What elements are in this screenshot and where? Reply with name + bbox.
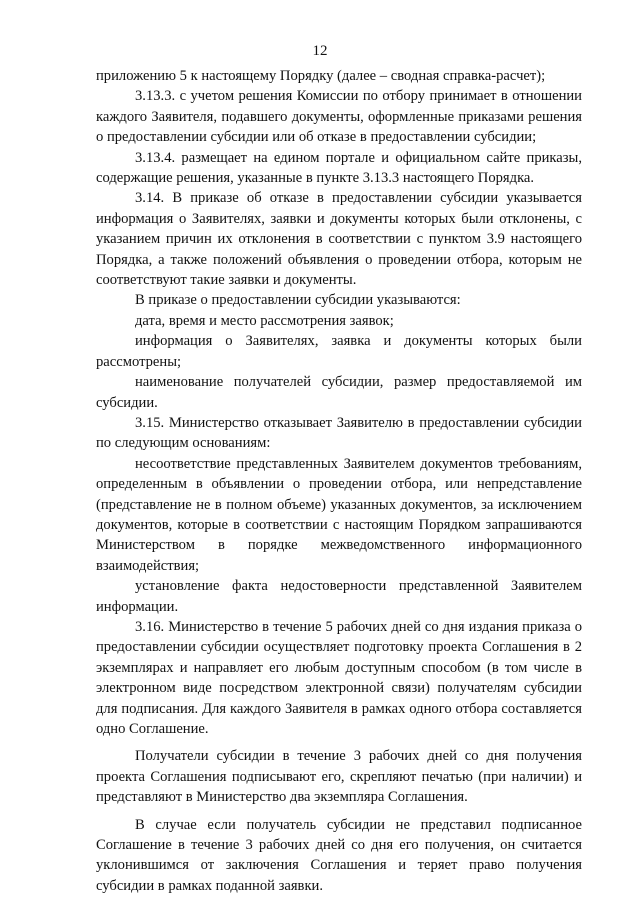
- paragraph-5: В приказе о предоставлении субсидии указываются:: [135, 292, 461, 309]
- paragraph-1: приложению 5 к настоящему Порядку (далее – сводная справка-расчет);: [96, 68, 546, 84]
- paragraph-10: несоответствие представленных Заявителем документов требованиям, определенным в объявлении о проведении отбора, или непредставление (представление не в полном объеме) указанных документов, за исключением документов, которые в соответствии с настоящим Порядком запрашиваются Министерством в порядке межведомственного информационного взаимодействия;: [96, 455, 582, 574]
- paragraph-2: 3.13.3. с учетом решения Комиссии по отбору принимает в отношении каждого Заявителя, подавшего документы, оформленные приказами решения о предоставлении субсидии или об отказе в предоставлении субсидии;: [96, 88, 582, 146]
- paragraph-12: 3.16. Министерство в течение 5 рабочих дней со дня издания приказа о предоставлении субсидии осуществляет подготовку проекта Соглашения в 2 экземплярах и направляет его любым доступным способом (в том числе в электронном виде посредством электронной связи) получателям субсидии для подписания. Для каждого Заявителя в рамках одного отбора составляется одно Соглашение.: [96, 618, 582, 737]
- paragraph-3: 3.13.4. размещает на едином портале и официальном сайте приказы, содержащие решения, указанные в пункте 3.13.3 настоящего Порядка.: [96, 149, 582, 187]
- paragraph-13: Получатели субсидии в течение 3 рабочих дней со дня получения проекта Соглашения подписывают его, скрепляют печатью (при наличии) и представляют в Министерство два экземпляра Соглашения.: [96, 748, 582, 806]
- document-body: [96, 66, 582, 896]
- paragraph-7: информация о Заявителях, заявка и документы которых были рассмотрены;: [96, 333, 582, 370]
- paragraph-9: 3.15. Министерство отказывает Заявителю в предоставлении субсидии по следующим основаниям:: [96, 414, 582, 452]
- paragraph-4: 3.14. В приказе об отказе в предоставлении субсидии указывается информация о Заявителях, заявки и документы которых были отклонены, с указанием причин их отклонения в соответствии с пунктом 3.9 настоящего Порядка, а также положений объявления о проведении отбора, которым не соответствуют такие заявки и документы.: [96, 190, 582, 289]
- paragraph-11: установление факта недостоверности представленной Заявителем информации.: [96, 578, 582, 615]
- paragraph-14: В случае если получатель субсидии не представил подписанное Соглашение в течение 3 рабочих дней со дня его получения, он считается уклонившимся от заключения Соглашения и теряет право получения субсидии в рамках поданной заявки.: [96, 816, 582, 894]
- page-number: 12: [312, 43, 328, 59]
- paragraph-6: дата, время и место рассмотрения заявок;: [135, 312, 394, 329]
- paragraph-8: наименование получателей субсидии, размер предоставляемой им субсидии.: [96, 374, 582, 411]
